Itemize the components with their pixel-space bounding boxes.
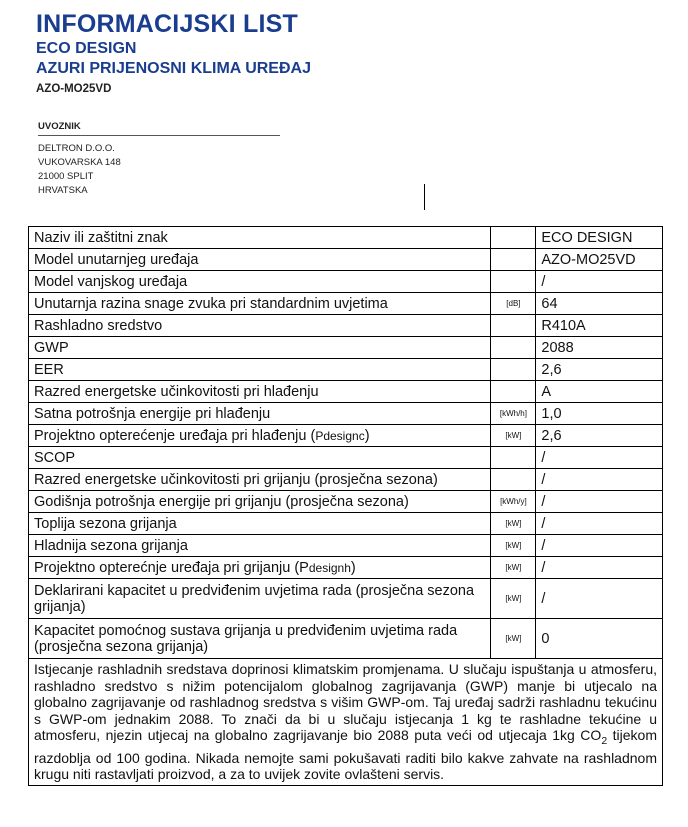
model-code: AZO-MO25VD [36,83,112,95]
table-row [29,491,663,513]
table-row [29,659,663,786]
refrigerant-note [29,659,663,786]
table-row [29,557,663,579]
row-unit [491,447,536,469]
row-label [29,557,491,579]
row-value: / [536,513,663,535]
row-label-subscript: designh [308,560,351,575]
row-label-end: ) [364,427,370,444]
row-label: Naziv ili zaštitni znak [29,227,491,249]
row-value: 2,6 [536,425,663,447]
importer-line: 21000 SPLIT [38,171,94,182]
table-row [29,425,663,447]
row-unit [491,381,536,403]
row-label: Razred energetske učinkovitosti pri hlađenju [29,381,491,403]
note-text: Istjecanje rashladnih sredstava doprinosi klimatskim promjenama. U slučaju ispuštanja u atmosferu, rashladno sredstvo s nižim potencijalom globalnog zagrijavanja (GWP) manje bi utjecalo na globalno zagrijavanje od rashladnog sredstva s višim GWP-om. Taj uređaj sadrži rashladnu tekućinu s GWP-om jednakim 2088. To znači da bi u slučaju istjecanja 1 kg te rashladne tekućine u atmosferu, njezin utjecaj na globalno zagrijavanje bio 2088 puta veći od utjecaja 1kg CO [34,661,657,744]
row-label-text: Projektno opterećnje uređaja pri grijanju (P [34,559,309,576]
table-row [29,271,663,293]
row-value: ECO DESIGN [536,227,663,249]
spec-table [28,226,663,786]
row-value: / [536,271,663,293]
row-label-end: ) [350,559,356,576]
row-unit: [kWh/y] [491,491,536,513]
importer-line: HRVATSKA [38,185,88,196]
table-row [29,447,663,469]
row-unit [491,227,536,249]
note-text-end: tijekom razdoblja od 100 godina. Nikada nemojte sami pokušavati raditi bilo kakve zahvate na rashladnom krugu niti rastavljati proizvod, a za to uvijek zovite ovlašteni servis. [34,727,658,783]
row-value: 2,6 [536,359,663,381]
importer-divider [38,135,280,136]
row-label: Toplija sezona grijanja [29,513,491,535]
row-value: / [536,447,663,469]
table-row [29,381,663,403]
row-value: / [536,535,663,557]
row-unit [491,315,536,337]
table-row [29,249,663,271]
text-cursor [424,184,425,210]
importer-line: DELTRON D.O.O. [38,143,115,154]
row-label: Model vanjskog uređaja [29,271,491,293]
table-row [29,293,663,315]
row-unit: [kW] [491,557,536,579]
row-label: Kapacitet pomoćnog sustava grijanja u predviđenim uvjetima rada (prosječna sezona grijanja) [29,619,491,659]
row-value: 1,0 [536,403,663,425]
table-row [29,469,663,491]
subtitle-product: AZURI PRIJENOSNI KLIMA UREĐAJ [36,60,311,77]
row-label: SCOP [29,447,491,469]
table-row [29,359,663,381]
table-row [29,535,663,557]
row-value: R410A [536,315,663,337]
subtitle-eco-design: ECO DESIGN [36,40,137,57]
table-row [29,227,663,249]
row-label: Model unutarnjeg uređaja [29,249,491,271]
importer-line: VUKOVARSKA 148 [38,157,121,168]
row-unit: [kW] [491,579,536,619]
row-unit [491,337,536,359]
row-unit [491,359,536,381]
table-row [29,315,663,337]
row-label-subscript: Pdesignc [315,428,365,443]
row-unit: [kWh/h] [491,403,536,425]
table-row [29,513,663,535]
row-label: GWP [29,337,491,359]
row-unit: [kW] [491,513,536,535]
row-label: Razred energetske učinkovitosti pri grijanju (prosječna sezona) [29,469,491,491]
row-unit: [kW] [491,619,536,659]
row-value: / [536,557,663,579]
row-label [29,425,491,447]
table-row [29,337,663,359]
row-value: 2088 [536,337,663,359]
row-unit [491,469,536,491]
row-value: A [536,381,663,403]
row-unit: [kW] [491,425,536,447]
row-label: Hladnija sezona grijanja [29,535,491,557]
row-label: Unutarnja razina snage zvuka pri standardnim uvjetima [29,293,491,315]
table-row [29,579,663,619]
document-title: INFORMACIJSKI LIST [36,10,298,38]
row-label: Deklarirani kapacitet u predviđenim uvjetima rada (prosječna sezona grijanja) [29,579,491,619]
row-label-text: Projektno opterećenje uređaja pri hlađenju ( [34,427,316,444]
row-value: / [536,579,663,619]
row-unit [491,249,536,271]
row-label: Godišnja potrošnja energije pri grijanju (prosječna sezona) [29,491,491,513]
row-value: 0 [536,619,663,659]
row-label: EER [29,359,491,381]
row-value: AZO-MO25VD [536,249,663,271]
row-value: 64 [536,293,663,315]
importer-address [38,142,121,198]
row-unit [491,271,536,293]
row-value: / [536,491,663,513]
row-label: Satna potrošnja energije pri hlađenju [29,403,491,425]
table-row [29,619,663,659]
row-value: / [536,469,663,491]
table-row [29,403,663,425]
row-unit: [dB] [491,293,536,315]
row-unit: [kW] [491,535,536,557]
row-label: Rashladno sredstvo [29,315,491,337]
note-subscript: 2 [601,735,608,748]
importer-title: UVOZNIK [38,121,81,132]
